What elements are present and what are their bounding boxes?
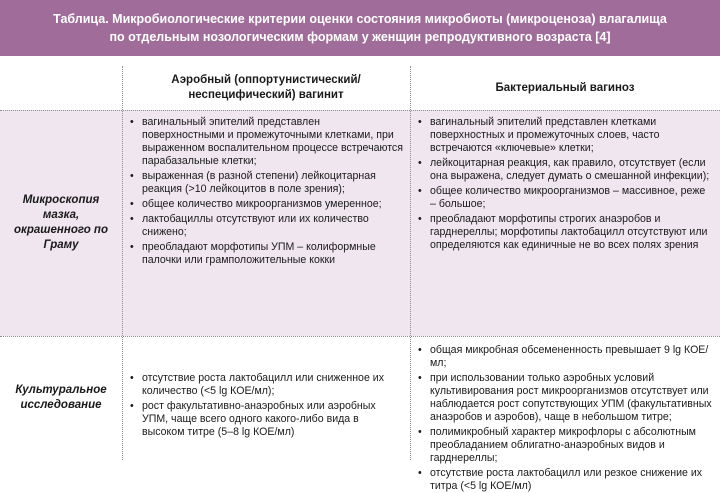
list-item: • вагинальный эпителий представлен клетками поверхностных и промежуточных слоев, часто встречаются «ключевые» клетки; — [418, 116, 714, 155]
list-item: • общая микробная обсемененность превышает 9 lg КОЕ/мл; — [418, 344, 714, 370]
list-item: • преобладают морфотипы УПМ – колиформные палочки или грамположительные кокки — [130, 241, 404, 267]
list-item: • отсутствие роста лактобацилл или сниженное их количество (<5 lg КОЕ/мл); — [130, 372, 404, 398]
list-item: • вагинальный эпителий представлен поверхностными и промежуточными клетками, при выраженном воспалительном процессе встречаются парабазальные клетки; — [130, 116, 404, 168]
list-item: • при использовании только аэробных условий культивирования рост микроорганизмов отсутствует или наблюдается рост сопутствующих УПМ (факультативных анаэробов и аэробов), чаще в небольшом титре; — [418, 372, 714, 424]
column-header-aerobic-text: Аэробный (оппортунистический/ неспецифический) вагинит — [171, 74, 361, 101]
row-header-microscopy-text: Микроскопия мазка, окрашенного по Граму — [14, 194, 108, 251]
microscopy-bacterial-list — [410, 110, 720, 252]
header-empty-cell — [0, 66, 122, 110]
cell-microscopy-bacterial — [410, 110, 720, 336]
culture-aerobic-list — [122, 336, 410, 439]
list-item: • отсутствие роста лактобацилл или резкое снижение их титра (<5 lg КОЕ/мл) — [418, 467, 714, 493]
column-header-bacterial-vaginosis — [410, 66, 720, 110]
table-header-row — [0, 66, 720, 110]
list-item: • лейкоцитарная реакция, как правило, отсутствует (если она выражена, следует думать о смешанной инфекции); — [418, 157, 714, 183]
table-title-line-1: Таблица. Микробиологические критерии оценки состояния микробиоты (микроценоза) влагалища — [53, 12, 667, 26]
row-divider — [0, 336, 720, 337]
list-item: • рост факультативно-анаэробных или аэробных УПМ, чаще всего одного какого-либо вида в высоком титре (5–8 lg КОЕ/мл) — [130, 400, 404, 439]
microscopy-aerobic-list — [122, 110, 410, 267]
cell-microscopy-aerobic — [122, 110, 410, 336]
list-item: • преобладают морфотипы строгих анаэробов и гарднереллы; морфотипы лактобацилл отсутствуют или определяются как единичные не во всех полях зрения — [418, 213, 714, 252]
column-header-bacterial-text: Бактериальный вагиноз — [495, 81, 635, 94]
criteria-table — [0, 66, 720, 492]
column-divider — [122, 66, 123, 460]
cell-culture-bacterial — [410, 336, 720, 492]
list-item: • выраженная (в разной степени) лейкоцитарная реакция (>10 лейкоцитов в поле зрения); — [130, 170, 404, 196]
cell-culture-aerobic — [122, 336, 410, 460]
table-row-culture — [0, 336, 720, 492]
column-header-aerobic-vaginitis — [122, 66, 410, 110]
list-item: • полимикробный характер микрофлоры с абсолютным преобладанием облигатно-анаэробных видов и гарднереллы; — [418, 426, 714, 465]
column-divider — [410, 66, 411, 460]
row-divider — [0, 110, 720, 111]
list-item: • лактобациллы отсутствуют или их количество снижено; — [130, 213, 404, 239]
list-item: • общее количество микроорганизмов умеренное; — [130, 198, 404, 211]
table-row-microscopy — [0, 110, 720, 336]
row-header-culture — [0, 336, 122, 460]
table-title-line-2: по отдельным нозологическим формам у женщин репродуктивного возраста [4] — [109, 30, 611, 44]
table-title — [0, 0, 720, 56]
row-header-culture-text: Культуральное исследование — [15, 384, 107, 411]
list-item: • общее количество микроорганизмов – массивное, реже – большое; — [418, 185, 714, 211]
row-header-microscopy — [0, 110, 122, 336]
culture-bacterial-list — [410, 336, 720, 493]
